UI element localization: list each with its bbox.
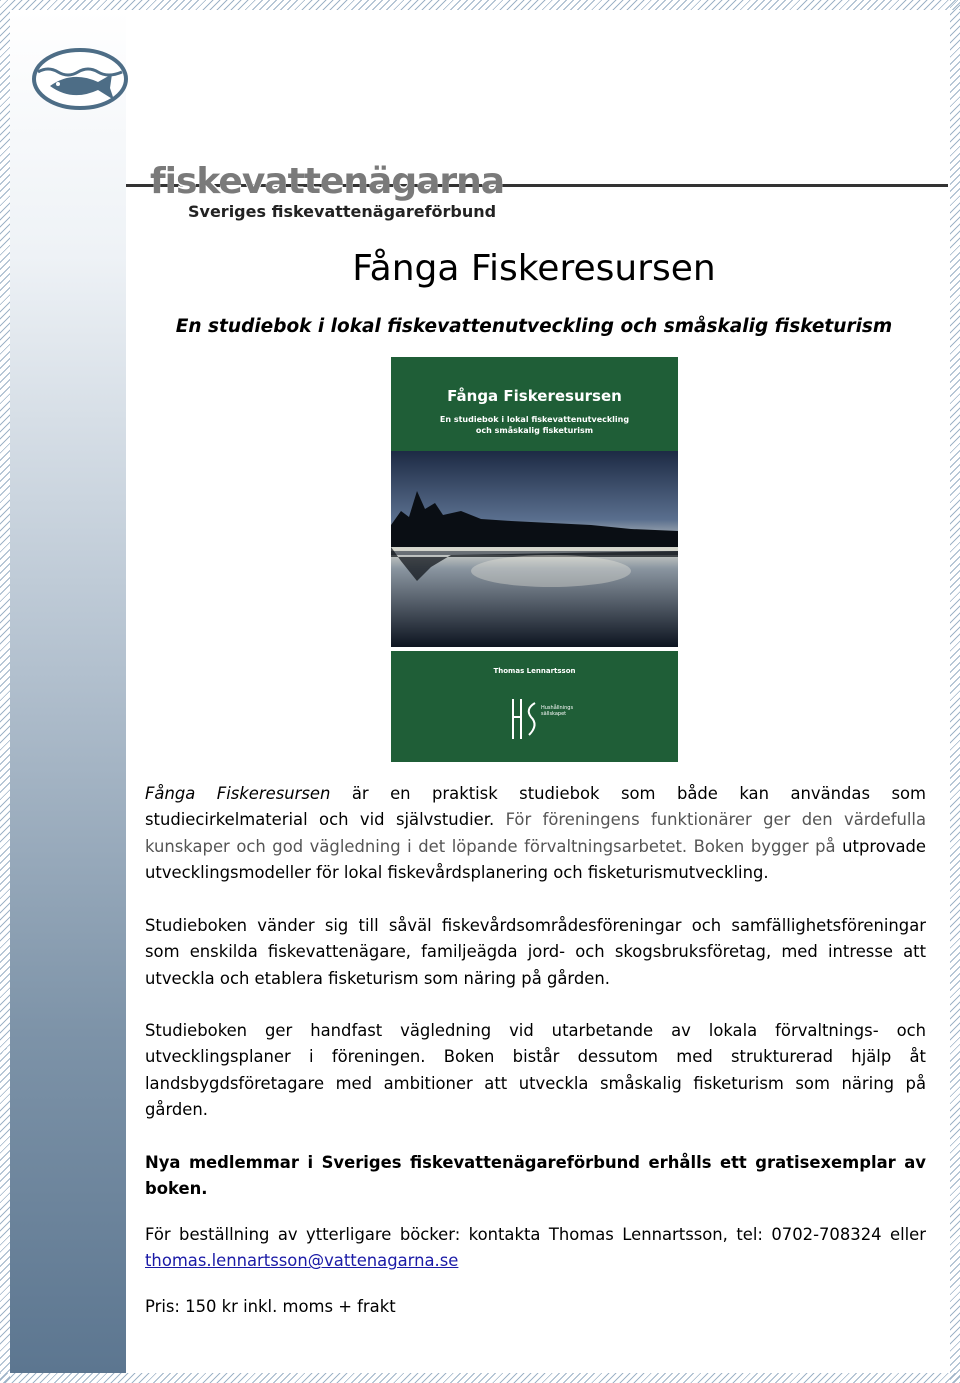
svg-text:sällskapet: sällskapet [541,711,567,717]
audience-paragraph: Studieboken vänder sig till såväl fiskevårdsområdesföreningar och samfällighetsföreningar som enskilda fiskevattenägare, familjeägda jord- och skogsbruksföretag, med intresse att utveckla och etablera fisketurism som näring på gården. [145,916,926,988]
sidebar-gradient [10,10,126,1373]
book-cover-image [391,357,678,762]
page-title: Fånga Fiskeresursen [352,248,716,289]
email-link[interactable]: thomas.lennartsson@vattenagarna.se [145,1251,459,1271]
brand-name: fiskevattenägarna [150,161,505,202]
brand-logo [150,161,505,221]
decorative-border-right [950,0,960,1383]
intro-paragraph [145,781,926,886]
cover-divider [391,647,678,651]
intro-text: är en praktisk studiebok som både kan användas som studiecirkelmaterial och vid självstudier. [145,784,926,830]
brand-subtitle: Sveriges fiskevattenägareförbund [188,202,497,221]
decorative-border-left [0,0,10,1383]
guidance-paragraph: Studieboken ger handfast vägledning vid utarbetande av lokala förvaltnings- och utvecklingsplaner i föreningen. Boken bistår dessutom med strukturerad hjälp åt landsbygdsföretagare med ambitioner att utveckla småskalig fisketurism som näring på gården. [145,1021,926,1119]
cover-subtitle [391,414,678,436]
intro-text-end: utprovade utvecklingsmodeller för lokal fiskevårdsplanering och fisketurismutveckling. [145,836,926,882]
decorative-border-top [0,0,960,10]
order-paragraph [145,1222,926,1275]
book-name: Fånga Fiskeresursen [145,784,331,803]
cover-subtitle-line1: En studiebok i lokal fiskevattenutveckling [439,415,630,424]
cover-author: Thomas Lennartsson [493,667,576,675]
order-text: För beställning av ytterligare böcker: kontakta Thomas Lennartsson, tel: 0702-708324 eller [145,1225,926,1244]
fish-logo-icon [32,48,128,110]
intro-text-gray: För föreningens funktionärer ger den värdefulla kunskaper och god vägledning i det löpande förvaltningsarbetet. Boken bygger på [145,810,926,856]
price-paragraph: Pris: 150 kr inkl. moms + frakt [145,1297,396,1316]
svg-text:Hushållnings: Hushållnings [541,705,574,711]
member-offer-paragraph: Nya medlemmar i Sveriges fiskevattenägareförbund erhålls ett gratisexemplar av boken. [145,1153,926,1199]
lake-sunset-photo [391,451,678,647]
publisher-logo-icon [507,695,574,743]
cover-subtitle-line2: och småskalig fisketurism [475,426,594,435]
page-subtitle: En studiebok i lokal fiskevattenutveckling och småskalig fisketurism [175,316,893,337]
cover-title: Fånga Fiskeresursen [447,387,622,405]
decorative-border-bottom [0,1373,960,1383]
